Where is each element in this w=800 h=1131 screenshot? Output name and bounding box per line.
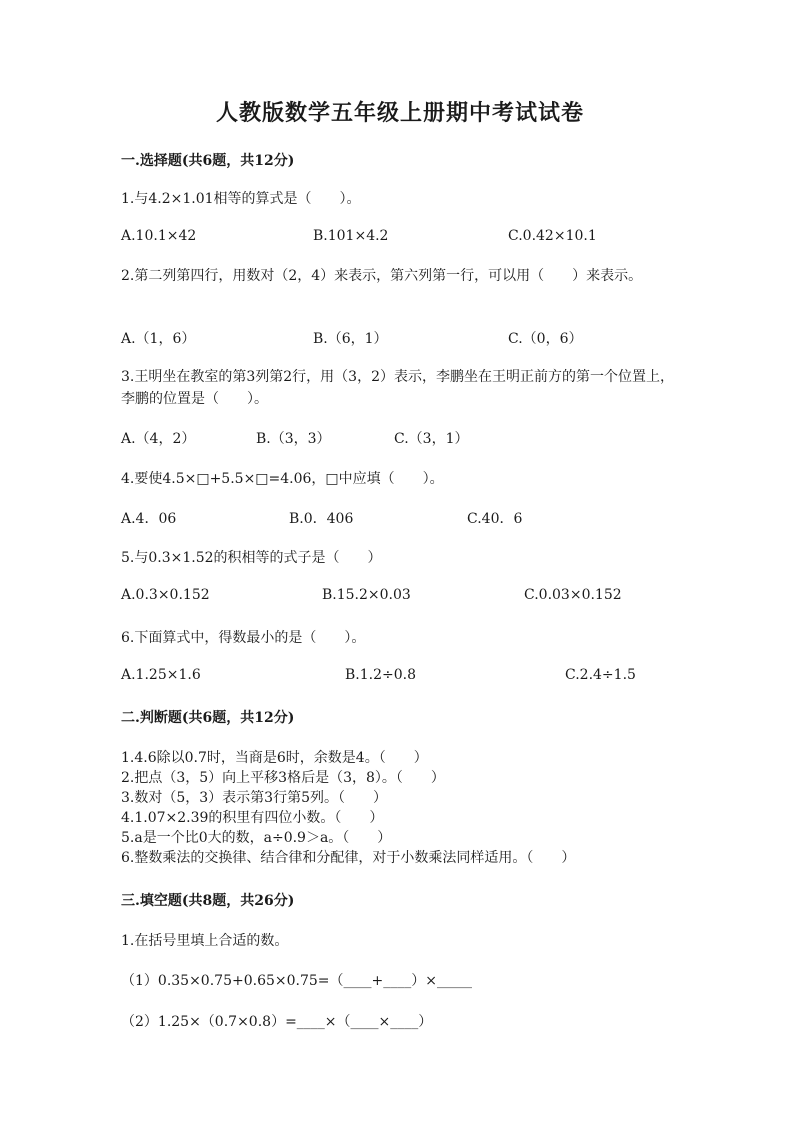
question-4-option-a: A.4．06	[121, 511, 177, 527]
judgement-item-1: 1.4.6除以0.7时，当商是6时，余数是4。（ ）	[121, 750, 428, 766]
question-3-option-a: A.（4，2）	[121, 431, 196, 447]
question-2-option-b: B.（6，1）	[313, 331, 388, 347]
exam-title: 人教版数学五年级上册期中考试试卷	[215, 100, 584, 126]
question-4-stem: 4.要使4.5×□+5.5×□=4.06，□中应填（ ）。	[121, 471, 444, 487]
question-2-option-a: A.（1，6）	[121, 331, 196, 347]
section-heading-choice: 一.选择题(共6题，共12分)	[121, 153, 295, 169]
question-1-stem: 1.与4.2×1.01相等的算式是（ ）。	[121, 191, 361, 207]
fill-question-1-part-2: （2）1.25×（0.7×0.8）=____×（____×____）	[121, 1014, 433, 1030]
question-2-option-c: C.（0，6）	[508, 331, 583, 347]
judgement-item-6: 6.整数乘法的交换律、结合律和分配律，对于小数乘法同样适用。（ ）	[121, 850, 576, 866]
question-6-option-a: A.1.25×1.6	[121, 667, 201, 683]
question-5-option-a: A.0.3×0.152	[121, 587, 210, 603]
question-2-stem: 2.第二列第四行，用数对（2，4）来表示，第六列第一行，可以用（ ）来表示。	[121, 268, 643, 284]
question-4-option-b: B.0．406	[289, 511, 354, 527]
question-4-option-c: C.40．6	[467, 511, 523, 527]
section-heading-judgement: 二.判断题(共6题，共12分)	[121, 710, 295, 726]
question-5-option-c: C.0.03×0.152	[524, 587, 622, 603]
judgement-item-2: 2.把点（3，5）向上平移3格后是（3，8）。（ ）	[121, 770, 445, 786]
section-heading-fill-blank: 三.填空题(共8题，共26分)	[121, 893, 295, 909]
question-1-option-a: A.10.1×42	[121, 228, 197, 244]
question-5-stem: 5.与0.3×1.52的积相等的式子是（ ）	[121, 550, 382, 566]
judgement-item-4: 4.1.07×2.39的积里有四位小数。（ ）	[121, 810, 384, 826]
question-1-option-c: C.0.42×10.1	[508, 228, 597, 244]
question-6-stem: 6.下面算式中，得数最小的是（ ）。	[121, 630, 366, 646]
question-1-option-b: B.101×4.2	[313, 228, 389, 244]
judgement-item-5: 5.a是一个比0大的数，a÷0.9＞a。（ ）	[121, 830, 392, 846]
question-6-option-c: C.2.4÷1.5	[565, 667, 636, 683]
question-3-stem: 3.王明坐在教室的第3列第2行，用（3，2）表示，李鹏坐在王明正前方的第一个位置上，李鹏的位置是（ ）。	[121, 369, 674, 407]
question-3-option-b: B.（3，3）	[256, 431, 331, 447]
judgement-item-3: 3.数对（5，3）表示第3行第5列。（ ）	[121, 790, 387, 806]
question-5-option-b: B.15.2×0.03	[322, 587, 411, 603]
question-6-option-b: B.1.2÷0.8	[345, 667, 416, 683]
fill-question-1-stem: 1.在括号里填上合适的数。	[121, 933, 289, 949]
question-3-option-c: C.（3，1）	[394, 431, 469, 447]
fill-question-1-part-1: （1）0.35×0.75+0.65×0.75=（____+____）×_____	[121, 973, 472, 989]
